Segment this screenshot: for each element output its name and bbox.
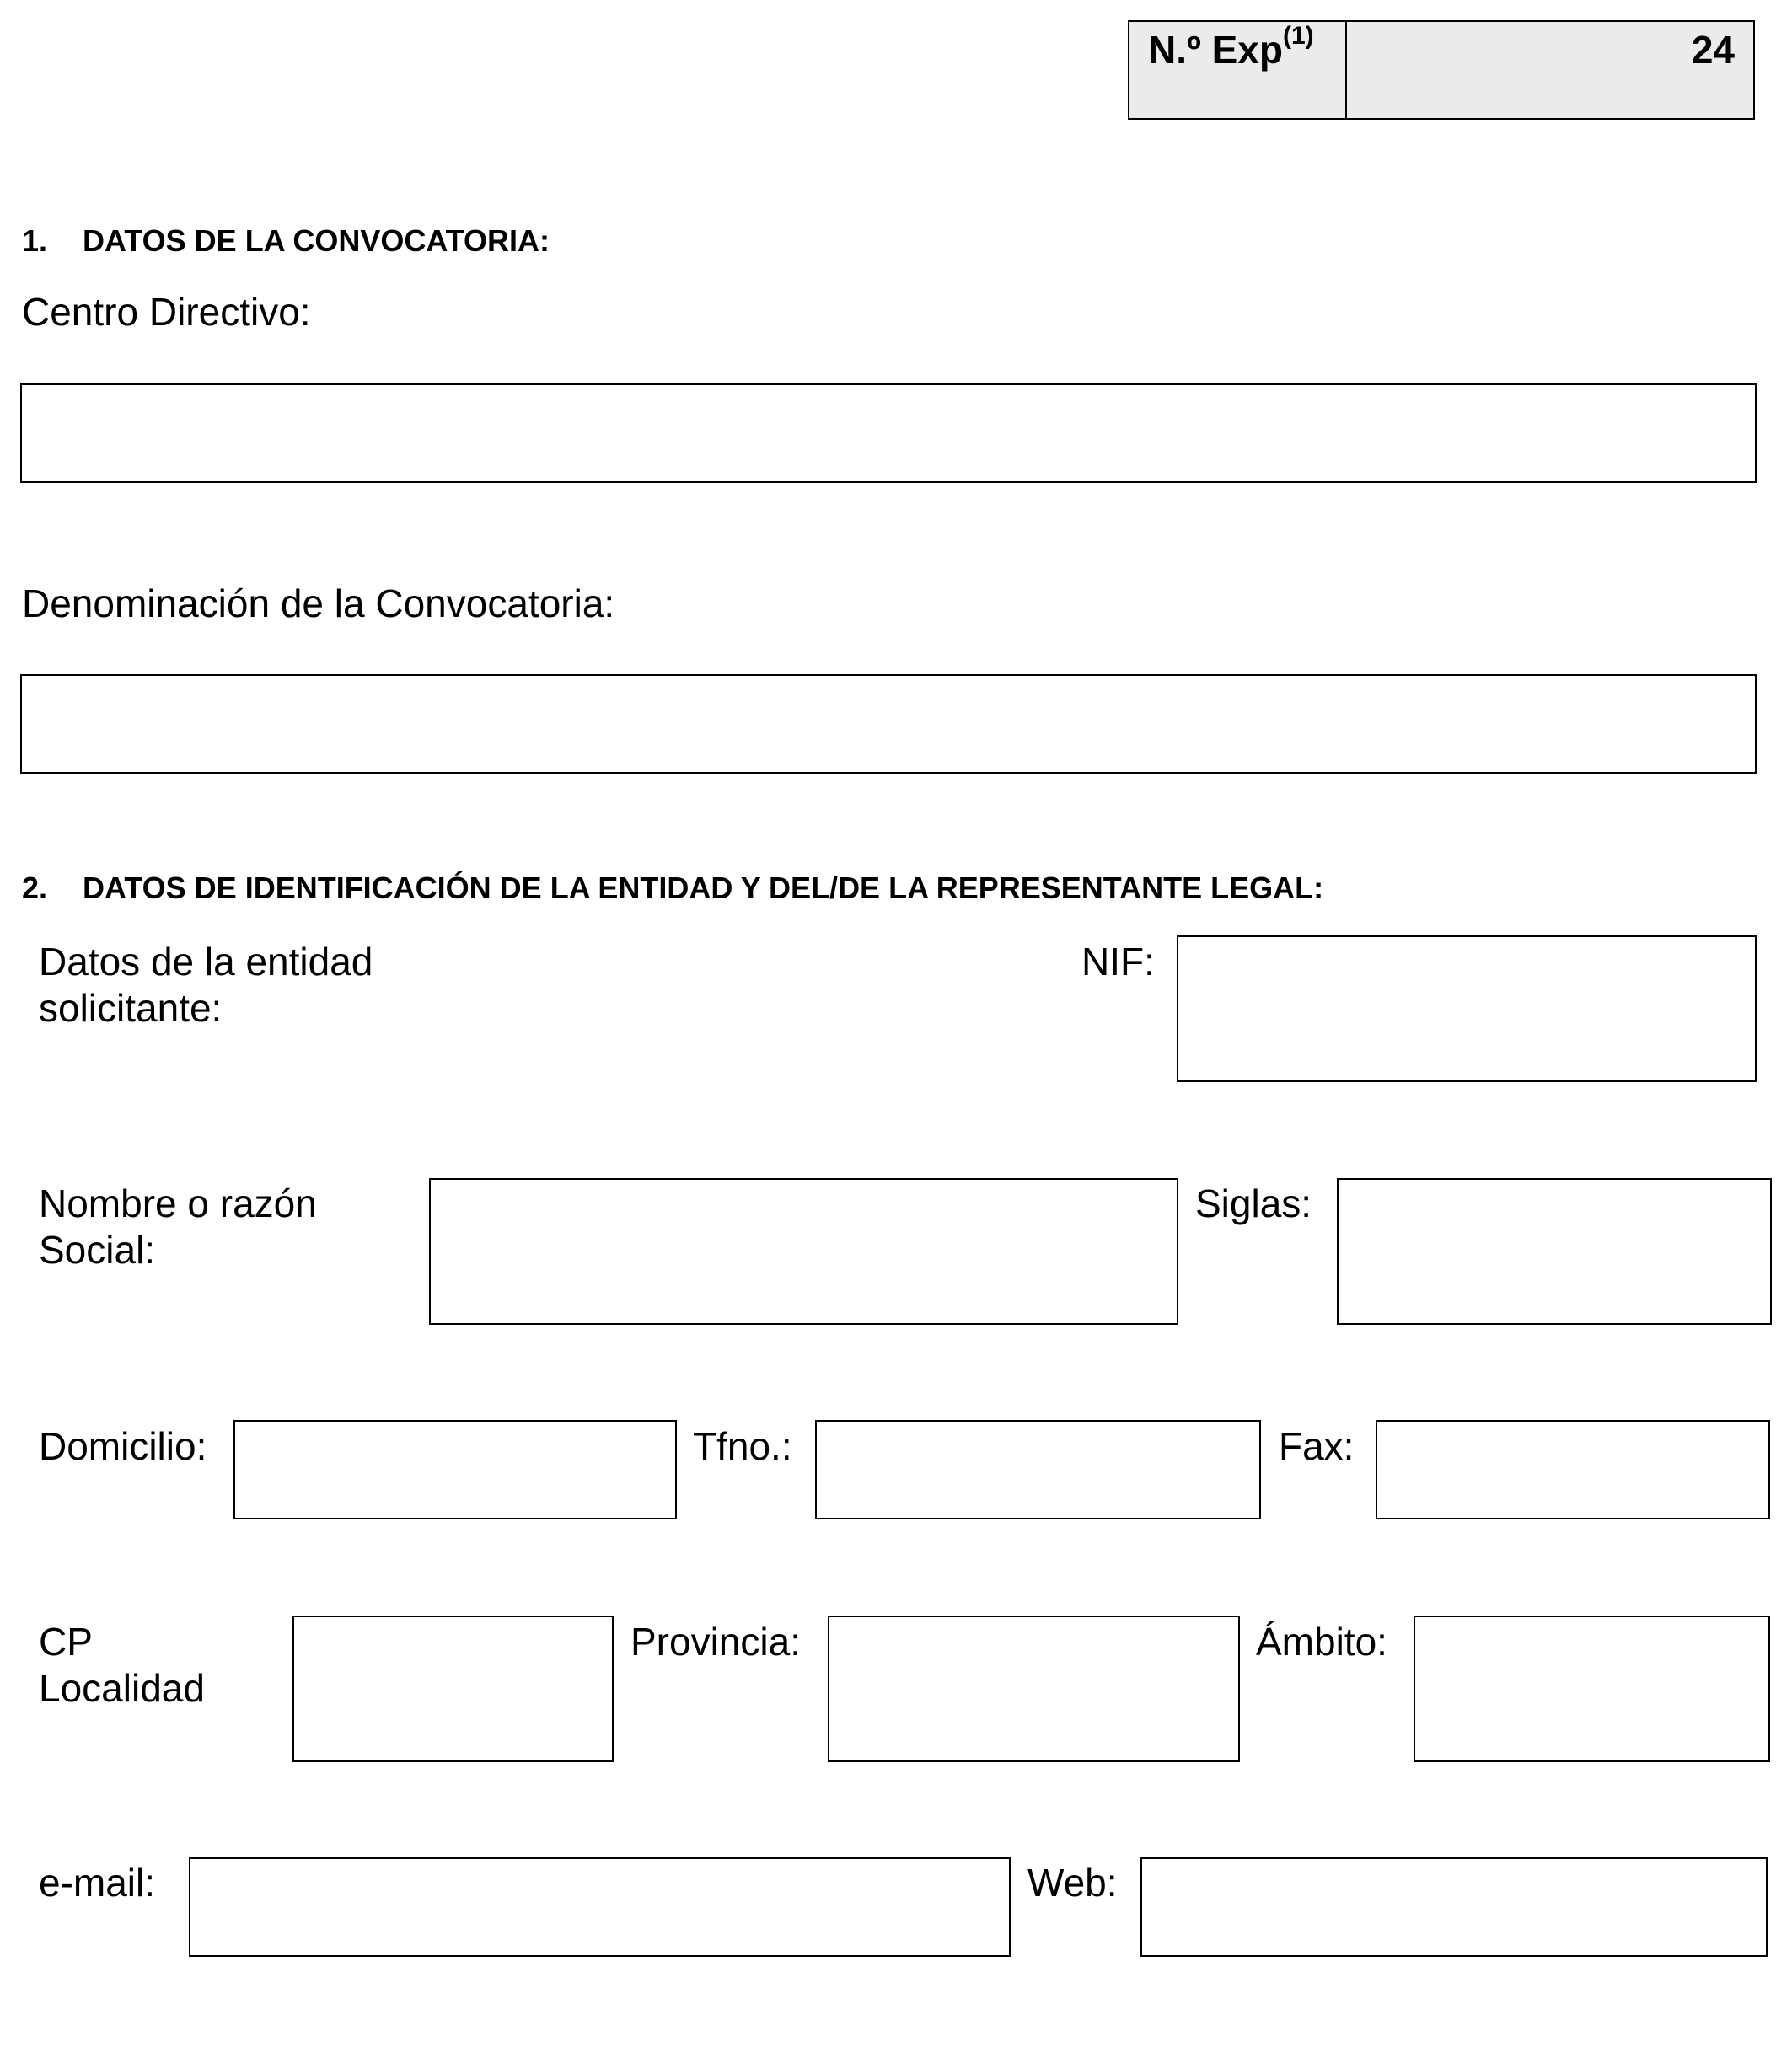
denominacion-field[interactable] [20, 674, 1757, 774]
centro-directivo-label: Centro Directivo: [22, 290, 311, 334]
expediente-label-cell [1129, 22, 1347, 118]
section1-title: DATOS DE LA CONVOCATORIA: [83, 223, 550, 258]
section2-number: 2. [22, 871, 48, 905]
email-label: e-mail: [39, 1861, 156, 1905]
tfno-label: Tfno.: [693, 1424, 792, 1468]
section2-heading [22, 871, 1323, 906]
nombre-label-line1: Nombre o razón [39, 1182, 317, 1225]
section1-number: 1. [22, 223, 48, 258]
expediente-label: N.º Exp [1148, 28, 1283, 72]
siglas-label: Siglas: [1195, 1182, 1312, 1225]
entidad-label-line1: Datos de la entidad [39, 940, 373, 983]
fax-field[interactable] [1376, 1420, 1770, 1519]
tfno-field[interactable] [815, 1420, 1261, 1519]
email-field[interactable] [189, 1857, 1011, 1957]
siglas-field[interactable] [1337, 1178, 1772, 1325]
expediente-table [1128, 20, 1755, 120]
cp-label: CP [39, 1620, 93, 1664]
provincia-field[interactable] [828, 1616, 1240, 1762]
centro-directivo-field[interactable] [20, 383, 1757, 483]
denominacion-label: Denominación de la Convocatoria: [22, 581, 615, 625]
provincia-label: Provincia: [630, 1620, 801, 1664]
domicilio-label: Domicilio: [39, 1424, 207, 1468]
section1-heading [22, 223, 550, 259]
expediente-footnote: (1) [1282, 22, 1314, 50]
web-field[interactable] [1140, 1857, 1768, 1957]
entidad-label-line2: solicitante: [39, 986, 223, 1030]
cp-localidad-field[interactable] [292, 1616, 614, 1762]
expediente-value: 24 [1347, 22, 1753, 118]
localidad-label: Localidad [39, 1666, 205, 1710]
nombre-label-line2: Social: [39, 1228, 156, 1272]
section2-title: DATOS DE IDENTIFICACIÓN DE LA ENTIDAD Y DEL/DE LA REPRESENTANTE LEGAL: [83, 871, 1324, 905]
ambito-label: Ámbito: [1256, 1620, 1387, 1664]
ambito-field[interactable] [1414, 1616, 1770, 1762]
nif-label: NIF: [1081, 940, 1155, 983]
domicilio-field[interactable] [233, 1420, 677, 1519]
nif-field[interactable] [1177, 935, 1757, 1082]
fax-label: Fax: [1279, 1424, 1355, 1468]
web-label: Web: [1027, 1861, 1118, 1905]
nombre-razon-social-field[interactable] [429, 1178, 1178, 1325]
